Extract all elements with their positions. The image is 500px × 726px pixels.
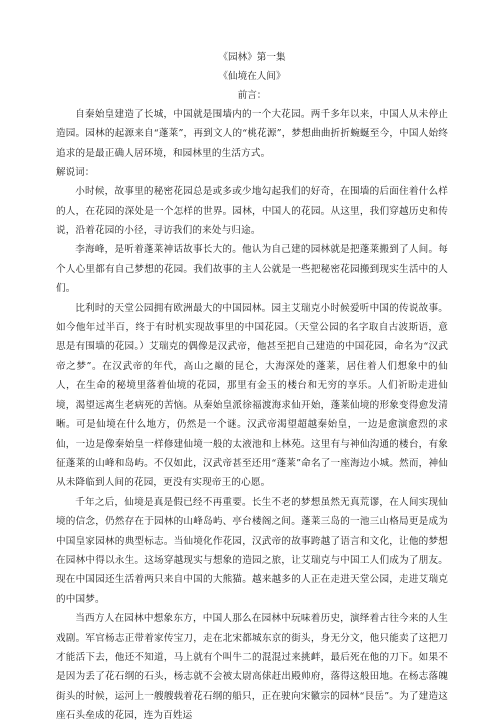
document-title: 《园林》第一集: [218, 52, 286, 63]
foreword-heading: 前言：: [237, 90, 267, 101]
document-page: [56, 48, 448, 726]
commentary-paragraph: 李海峰，是听着蓬莱神话故事长大的。他认为自己建的园林就是把蓬莱搬到了人间。每个人心里都有自己梦想的花园。我们故事的主人公就是一些把秘密花园搬到现实生活中的人们。: [56, 244, 448, 295]
commentary-paragraph: 千年之后，仙境是真是假已经不再重要。长生不老的梦想虽然无真荒谬，在人间实现仙境的信念，仍然存在于园林的山峰岛屿、亭台楼阁之间。蓬莱三岛的一池三山格局更是成为中国皇家园林的典型标志。当仙境化作花园，汉武帝的故事跨越了语言和文化，让他的梦想在园林中得以永生。这场穿越现实与想象的造园之旅，让艾瑞克与中国工人们成为了朋友。现在中国园还生活着两只来自中国的大熊猫。越来越多的人正在走进天堂公园，走进艾瑞克的中国梦。: [56, 496, 448, 605]
commentary-paragraph: 当西方人在园林中想象东方，中国人那么在园林中玩味着历史，演绎着古往今来的人生戏剧。军官杨志正带着家传宝刀，走在北宋都城东京的街头，身无分文，他只能卖了这把刀才能活下去，他还不知道，马上就有个叫牛二的混混过来挑衅，最后死在他的刀下。如果不是因为丢了花石纲的石头，杨志就不会被太尉高俅赶出殿帅府，落得这般田地。在杨志落魄街头的时候，运河上一艘艘载着花石纲的船只，正在驶向宋徽宗的园林“艮岳”。为了建造这座石头垒成的花园，连为百姓运: [56, 613, 448, 722]
foreword-paragraph: 自秦始皇建造了长城，中国就是围墙内的一个大花园。两千多年以来，中国人从未停止造园。园林的起源来自“蓬莱”，再到文人的“桃花源”，梦想曲曲折折蜿蜒至今，中国人始终追求的是最正确人居环境，和园林里的生活方式。: [56, 109, 448, 159]
commentary-heading: 解说词：: [56, 167, 95, 179]
commentary-paragraph: 小时候，故事里的秘密花园总是或多或少地勾起我们的好奇，在围墙的后面住着什么样的人，在花园的深处是一个怎样的世界。园林，中国人的花园。从这里，我们穿越历史和传说，沿着花园的小径，寻访我们的来处与归途。: [56, 186, 448, 237]
commentary-paragraph: 比利时的天堂公园拥有欧洲最大的中国园林。园主艾瑞克小时候爱听中国的传说故事。如今他年过半百，终于有时机实现故事里的中国花园。（天堂公园的名字取自古波斯语，意思是有围墙的花园。）艾瑞克的偶像是汉武帝，他甚至把自己建造的中国花园，命名为“汉武帝之梦”。在汉武帝的年代，高山之巅的昆仑，大海深处的蓬莱，居住着人们想象中的仙人，在生命的秘境里落着仙境的花园，那里有金玉的楼台和无穷的享乐。人们祈盼走进仙境，渴望远离生老病死的苦恼。从秦始皇派徐福渡海求仙开始，蓬莱仙境的形象变得愈发清晰。可是仙境在什么地方，仍然是一个谜。汉武帝渴望超越秦始皇，一边是愈演愈烈的求仙，一边是像秦始皇一样修建仙境一般的太液池和上林苑。这里有与神仙沟通的楼台，有象征蓬莱的山峰和岛屿。不仅如此，汉武帝甚至还用“蓬莱”命名了一座海边小城。然而，神仙从未降临到人间的花园，更没有实现帝王的心愿。: [56, 302, 448, 489]
document-subtitle: 《仙境在人间》: [218, 71, 286, 82]
